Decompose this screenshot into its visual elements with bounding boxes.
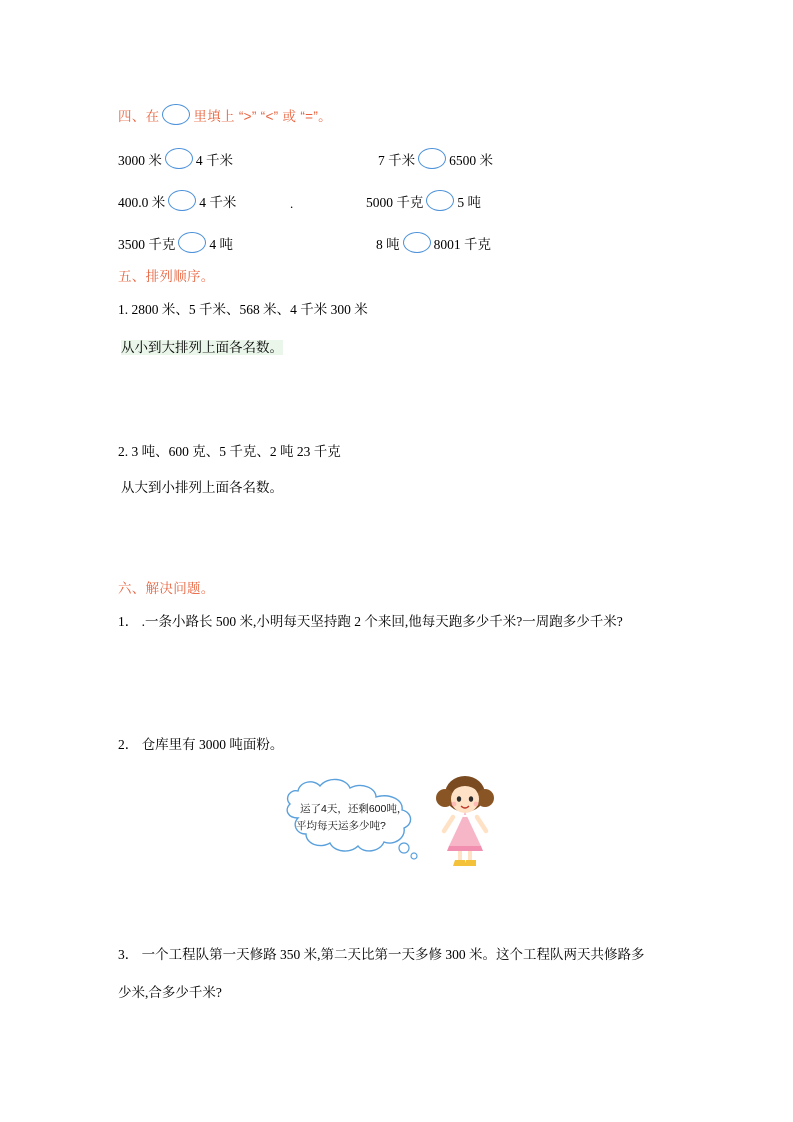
fill-circle-icon[interactable] — [178, 232, 206, 253]
compare-pair-left — [118, 190, 236, 213]
fill-circle-icon[interactable] — [168, 190, 196, 211]
compare-left-operand: 8 吨 — [376, 237, 400, 252]
compare-right-operand: 5 吨 — [457, 195, 481, 210]
section-four-heading-suffix: 里填上 “>” “<” 或 “=”。 — [193, 109, 332, 124]
stray-dot-mark: . — [290, 196, 294, 211]
section-five-question-1-prompt — [121, 338, 283, 358]
compare-left-operand: 5000 千克 — [366, 195, 424, 210]
compare-pair-right — [366, 190, 481, 213]
compare-left-operand: 7 千米 — [378, 153, 416, 168]
section-five-heading: 五、排列顺序。 — [118, 269, 215, 284]
speech-bubble-and-girl-illustration — [278, 772, 528, 872]
section-four-questions — [118, 148, 678, 274]
bubble-line-2: 平均每天运多少吨? — [296, 820, 386, 832]
section-five-question-2: 2. 3 吨、600 克、5 千克、2 吨 23 千克 — [118, 444, 341, 459]
compare-pair-right — [378, 148, 493, 171]
compare-left-operand: 400.0 米 — [118, 195, 166, 210]
fill-circle-icon[interactable] — [403, 232, 431, 253]
girl-character-icon — [436, 776, 494, 866]
compare-left-operand: 3500 千克 — [118, 237, 176, 252]
compare-right-operand: 4 吨 — [209, 237, 233, 252]
section-five-question-2-prompt: 从大到小排列上面各名数。 — [121, 480, 283, 495]
compare-pair-right — [376, 232, 491, 255]
illustration-group — [278, 772, 528, 872]
section-six-heading: 六、解决问题。 — [118, 581, 215, 596]
compare-row — [118, 190, 678, 232]
fill-circle-icon[interactable] — [418, 148, 446, 169]
compare-row — [118, 148, 678, 190]
section-five-question-1: 1. 2800 米、5 千米、568 米、4 千米 300 米 — [118, 302, 368, 317]
section-six-question-3-line1: 3． 一个工程队第一天修路 350 米,第二天比第一天多修 300 米。这个工程队两天共修路多 — [118, 947, 645, 962]
bubble-line-1: 运了4天，还剩600吨， — [300, 803, 408, 815]
compare-right-operand: 8001 千克 — [433, 237, 491, 252]
fill-circle-icon[interactable] — [162, 104, 190, 125]
compare-pair-left — [118, 232, 233, 255]
compare-pair-left — [118, 148, 233, 171]
compare-left-operand: 3000 米 — [118, 153, 162, 168]
section-five-question-1-prompt-text: 从小到大排列上面各名数。 — [121, 340, 283, 355]
compare-right-operand: 6500 米 — [449, 153, 493, 168]
section-six-question-3-line2: 少米,合多少千米? — [118, 985, 222, 1000]
fill-circle-icon[interactable] — [165, 148, 193, 169]
compare-right-operand: 4 千米 — [199, 195, 237, 210]
fill-circle-icon[interactable] — [426, 190, 454, 211]
section-four-heading — [118, 104, 332, 125]
section-four-heading-prefix: 四、在 — [118, 109, 160, 124]
section-six-question-1: 1． .一条小路长 500 米,小明每天坚持跑 2 个来回,他每天跑多少千米?一周跑多少千米? — [118, 614, 623, 629]
compare-right-operand: 4 千米 — [195, 153, 233, 168]
section-six-question-2: 2． 仓库里有 3000 吨面粉。 — [118, 737, 284, 752]
